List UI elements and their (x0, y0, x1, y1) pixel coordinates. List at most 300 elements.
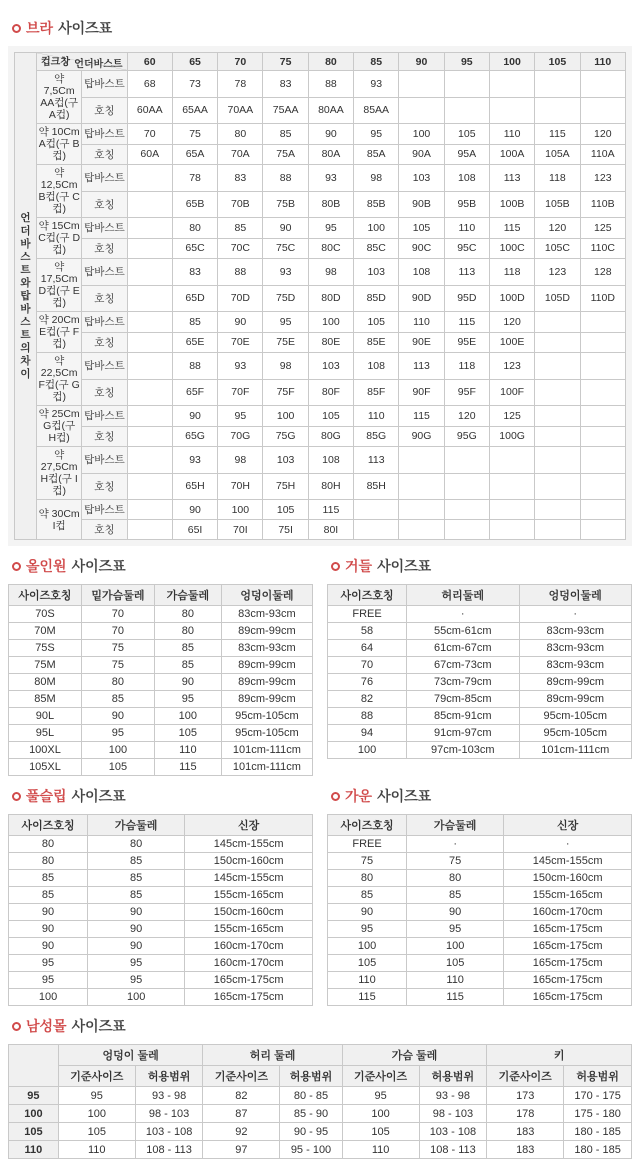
bra-cell-call (489, 520, 534, 540)
table-cell: 80 (407, 870, 504, 887)
table-cell: 83cm-93cm (519, 657, 632, 674)
bra-cell-top (580, 500, 625, 520)
table-cell: 115 (154, 759, 221, 776)
table-row (328, 623, 632, 640)
bra-cell-call: 100C (489, 238, 534, 259)
bra-cell-call: 95F (444, 379, 489, 406)
table-cell: 145cm-155cm (185, 836, 313, 853)
table-cell: 95 (342, 1087, 419, 1105)
bra-cell-call: 105C (535, 238, 580, 259)
table-cell: 90 (88, 938, 185, 955)
table-cell: 95 (88, 972, 185, 989)
bra-cell-call: 70G (218, 426, 263, 447)
bra-cell-top: 120 (444, 406, 489, 427)
table-cell: 75 (81, 640, 154, 657)
table-row (9, 606, 313, 623)
bra-cell-top: 85 (263, 124, 308, 145)
bra-row-label-top: 탑바스트 (82, 165, 127, 192)
bra-row-label-top: 탑바스트 (82, 312, 127, 333)
table-cell: 160cm-170cm (185, 955, 313, 972)
table-cell: 70S (9, 606, 82, 623)
bra-cell-call: 75A (263, 144, 308, 165)
table-row (9, 640, 313, 657)
table-cell: 90 (9, 921, 88, 938)
table-cell: 85 (407, 887, 504, 904)
men-corner-cell (9, 1045, 59, 1087)
bra-cell-top: 78 (218, 71, 263, 98)
table-cell: 80 (81, 674, 154, 691)
bra-cell-call: 65I (172, 520, 217, 540)
bra-cell-top: 95 (263, 312, 308, 333)
table-cell: 100 (328, 742, 407, 759)
table-cell: 94 (328, 725, 407, 742)
table-cell: 90 (9, 904, 88, 921)
bra-cell-top: 98 (218, 447, 263, 474)
bra-cell-call: 90A (399, 144, 444, 165)
bra-cell-call (580, 520, 625, 540)
table-row (9, 1087, 632, 1105)
bra-cell-call (580, 332, 625, 353)
column-header: 엉덩이둘레 (519, 585, 632, 606)
bra-col-header: 85 (354, 53, 399, 71)
table-cell: 75 (407, 853, 504, 870)
bra-row-label-call: 호칭 (82, 144, 127, 165)
bra-cell-top (127, 259, 172, 286)
bra-cell-call: 80A (308, 144, 353, 165)
bra-cell-call: 90E (399, 332, 444, 353)
girdle-size-table (327, 584, 632, 759)
bra-cell-top (580, 312, 625, 333)
bra-cell-top: 105 (263, 500, 308, 520)
bra-corner-cell: 언더바스트 컵크창 (37, 53, 128, 71)
table-row (15, 426, 626, 447)
bra-cell-top: 115 (535, 124, 580, 145)
table-cell: 70M (9, 623, 82, 640)
bra-row-label-top: 탑바스트 (82, 406, 127, 427)
table-row (9, 836, 313, 853)
bra-cell-top: 90 (263, 218, 308, 239)
table-row (328, 870, 632, 887)
bra-cell-top: 68 (127, 71, 172, 98)
bra-cell-top (127, 165, 172, 192)
bra-cell-top: 110 (354, 406, 399, 427)
bra-cell-call (127, 238, 172, 259)
bra-cell-call (444, 520, 489, 540)
bra-cell-top (535, 500, 580, 520)
bra-cell-top: 88 (218, 259, 263, 286)
bra-cell-top (399, 71, 444, 98)
table-cell: 89cm-99cm (519, 691, 632, 708)
table-cell: 178 (487, 1105, 564, 1123)
bra-cell-top: 103 (399, 165, 444, 192)
bra-cell-top (489, 500, 534, 520)
bra-cell-call: 90G (399, 426, 444, 447)
bra-cup-label: 약 27,5Cm H컵(구 I컵) (37, 447, 82, 500)
table-cell: 105 (58, 1123, 135, 1141)
table-row (15, 285, 626, 312)
table-cell: 95 (9, 955, 88, 972)
bra-row-label-top: 탑바스트 (82, 71, 127, 98)
table-cell: 100 (88, 989, 185, 1006)
column-header: 사이즈호칭 (9, 585, 82, 606)
table-cell: 89cm-99cm (221, 691, 312, 708)
bra-col-header: 105 (535, 53, 580, 71)
table-row (328, 640, 632, 657)
bra-cell-call: 110D (580, 285, 625, 312)
table-row (9, 759, 313, 776)
bra-cell-call: 75C (263, 238, 308, 259)
table-cell: 155cm-165cm (504, 887, 632, 904)
table-cell: 93 - 98 (135, 1087, 203, 1105)
table-row (9, 1141, 632, 1159)
bra-cell-call: 90B (399, 191, 444, 218)
bra-row-label-call: 호칭 (82, 332, 127, 353)
bra-cell-top (444, 447, 489, 474)
section-title-girdle (331, 556, 632, 576)
table-cell: 64 (328, 640, 407, 657)
men-sub-header: 기준사이즈 (342, 1066, 419, 1087)
bra-col-header: 90 (399, 53, 444, 71)
table-cell: 165cm-175cm (504, 972, 632, 989)
col-fullslip (8, 776, 313, 1006)
bra-cell-top (127, 406, 172, 427)
bra-cell-call (489, 473, 534, 500)
table-cell: 110 (407, 972, 504, 989)
bra-cell-top: 118 (444, 353, 489, 380)
table-row (9, 691, 313, 708)
table-row (15, 238, 626, 259)
table-cell: 55cm-61cm (407, 623, 519, 640)
table-cell: 115 (407, 989, 504, 1006)
table-row (15, 97, 626, 124)
bra-row-label-top: 탑바스트 (82, 218, 127, 239)
table-cell: 95 (328, 921, 407, 938)
bra-cell-call (444, 473, 489, 500)
column-header: 엉덩이둘레 (221, 585, 312, 606)
table-cell: 95 - 100 (280, 1141, 342, 1159)
bra-cell-call: 95B (444, 191, 489, 218)
bra-cell-call: 65C (172, 238, 217, 259)
table-cell: 92 (203, 1123, 280, 1141)
men-sub-header: 기준사이즈 (203, 1066, 280, 1087)
table-row (9, 853, 313, 870)
bra-cell-top: 105 (308, 406, 353, 427)
bra-cell-top: 88 (172, 353, 217, 380)
bra-cell-call (535, 332, 580, 353)
table-cell: FREE (328, 836, 407, 853)
bullet-icon (12, 24, 21, 33)
table-cell: 88 (328, 708, 407, 725)
bra-cell-call: 85A (354, 144, 399, 165)
table-cell: 90 (154, 674, 221, 691)
bra-cell-top: 113 (489, 165, 534, 192)
table-cell: 180 - 185 (564, 1141, 632, 1159)
bra-cell-call: 70C (218, 238, 263, 259)
table-cell: 110 (58, 1141, 135, 1159)
table-cell: 90 (9, 938, 88, 955)
table-row (9, 904, 313, 921)
section-title-allinone (12, 556, 313, 576)
bra-cell-top: 93 (308, 165, 353, 192)
bra-cup-label: 약 20Cm E컵(구 F컵) (37, 312, 82, 353)
bra-cell-top: 115 (308, 500, 353, 520)
table-row (328, 955, 632, 972)
bra-cell-top: 93 (172, 447, 217, 474)
section-rest: 사이즈표 (377, 788, 432, 804)
table-row (15, 218, 626, 239)
table-cell: 80 (9, 853, 88, 870)
table-row (328, 725, 632, 742)
bra-row-label-top: 탑바스트 (82, 447, 127, 474)
table-cell: 145cm-155cm (185, 870, 313, 887)
men-group-header: 허리 둘레 (203, 1045, 342, 1066)
bra-cell-top (127, 353, 172, 380)
table-row (9, 674, 313, 691)
bra-cell-top (444, 500, 489, 520)
table-cell: 150cm-160cm (185, 853, 313, 870)
table-cell: 85 (328, 887, 407, 904)
bra-cell-call: 80C (308, 238, 353, 259)
table-cell: 85 (9, 870, 88, 887)
table-cell: 90 (328, 904, 407, 921)
bra-cell-call: 95C (444, 238, 489, 259)
bra-cell-top: 105 (444, 124, 489, 145)
bra-cell-call: 65A (172, 144, 217, 165)
fullslip-size-table (8, 814, 313, 1006)
table-cell: 85 (88, 853, 185, 870)
bra-cell-top: 123 (535, 259, 580, 286)
bra-cell-call (399, 520, 444, 540)
bra-cell-top: 93 (354, 71, 399, 98)
column-header: 가슴둘레 (407, 815, 504, 836)
bra-cup-label: 약 7,5Cm AA컵(구 A컵) (37, 71, 82, 124)
bra-cup-label: 약 10Cm A컵(구 B컵) (37, 124, 82, 165)
bra-row-label-call: 호칭 (82, 191, 127, 218)
column-header: 가슴둘레 (88, 815, 185, 836)
table-cell: 103 - 108 (135, 1123, 203, 1141)
bra-cell-top (580, 353, 625, 380)
table-cell: 90 (407, 904, 504, 921)
men-row-size: 110 (9, 1141, 59, 1159)
table-cell: 150cm-160cm (504, 870, 632, 887)
bra-cell-top: 80 (218, 124, 263, 145)
bra-size-table (14, 52, 626, 540)
column-header: 신장 (504, 815, 632, 836)
table-row (9, 870, 313, 887)
bra-cell-top: 118 (489, 259, 534, 286)
bra-cell-call (580, 426, 625, 447)
table-row (15, 406, 626, 427)
table-cell: 95 (81, 725, 154, 742)
bra-cell-top: 110 (444, 218, 489, 239)
bullet-icon (331, 792, 340, 801)
table-cell: 173 (487, 1087, 564, 1105)
bra-cell-call (127, 285, 172, 312)
bra-cell-top: 105 (354, 312, 399, 333)
table-cell: 160cm-170cm (504, 904, 632, 921)
bra-cell-top: 100 (308, 312, 353, 333)
table-cell: 70 (81, 623, 154, 640)
section-keyword: 남성몰 (26, 1018, 67, 1034)
bra-cell-call (127, 191, 172, 218)
bullet-icon (12, 562, 21, 571)
bra-cell-top: 110 (399, 312, 444, 333)
bra-cell-call: 110A (580, 144, 625, 165)
table-row (9, 708, 313, 725)
table-cell: 105 (328, 955, 407, 972)
men-size-table (8, 1044, 632, 1159)
bullet-icon (12, 1022, 21, 1031)
table-cell: 80 (9, 836, 88, 853)
bra-cell-call (399, 473, 444, 500)
table-cell: 105 (407, 955, 504, 972)
bra-cell-top: 105 (399, 218, 444, 239)
table-cell: 89cm-99cm (519, 674, 632, 691)
table-cell: 85cm-91cm (407, 708, 519, 725)
table-cell: 83cm-93cm (519, 640, 632, 657)
bra-row-label-call: 호칭 (82, 238, 127, 259)
bra-cell-call: 95E (444, 332, 489, 353)
men-group-header-row (9, 1045, 632, 1066)
section-rest: 사이즈표 (71, 558, 126, 574)
table-cell: 80 (328, 870, 407, 887)
bra-cell-call: 85C (354, 238, 399, 259)
bra-cell-call: 70D (218, 285, 263, 312)
section-rest: 사이즈표 (377, 558, 432, 574)
section-keyword: 가운 (345, 788, 373, 804)
table-cell: 79cm-85cm (407, 691, 519, 708)
bra-cell-top: 75 (172, 124, 217, 145)
bra-cell-call: 70I (218, 520, 263, 540)
table-cell: 95cm-105cm (519, 725, 632, 742)
bra-cell-call (535, 379, 580, 406)
bra-cell-call: 75D (263, 285, 308, 312)
table-cell: 90 - 95 (280, 1123, 342, 1141)
bra-cell-top: 85 (218, 218, 263, 239)
table-cell: 95 (58, 1087, 135, 1105)
table-row (9, 623, 313, 640)
table-cell: 61cm-67cm (407, 640, 519, 657)
bra-cell-top: 90 (308, 124, 353, 145)
table-cell: 73cm-79cm (407, 674, 519, 691)
column-header: 가슴둘레 (154, 585, 221, 606)
table-cell: 145cm-155cm (504, 853, 632, 870)
bra-cell-top (127, 218, 172, 239)
table-cell: 100 (154, 708, 221, 725)
bra-cell-call: 75E (263, 332, 308, 353)
bra-col-header: 95 (444, 53, 489, 71)
table-header-row (9, 815, 313, 836)
bra-cell-call: 65F (172, 379, 217, 406)
table-cell: 90 (81, 708, 154, 725)
bra-cell-top: 88 (308, 71, 353, 98)
table-row (328, 904, 632, 921)
men-group-header: 엉덩이 둘레 (58, 1045, 203, 1066)
table-cell: 75S (9, 640, 82, 657)
table-cell: 80M (9, 674, 82, 691)
men-sub-header: 허용범위 (135, 1066, 203, 1087)
bra-cell-top: 90 (172, 500, 217, 520)
bra-cell-top: 125 (580, 218, 625, 239)
table-cell: · (407, 836, 504, 853)
table-cell: 85M (9, 691, 82, 708)
table-row (9, 938, 313, 955)
bra-cell-top: 95 (218, 406, 263, 427)
bra-cell-call (127, 379, 172, 406)
bra-cell-call: 65G (172, 426, 217, 447)
table-cell: 105 (342, 1123, 419, 1141)
table-cell: 165cm-175cm (504, 921, 632, 938)
men-sub-header: 허용범위 (564, 1066, 632, 1087)
bra-cell-top: 123 (489, 353, 534, 380)
table-cell: 85 (81, 691, 154, 708)
table-cell: 100XL (9, 742, 82, 759)
bra-cell-top: 113 (444, 259, 489, 286)
bra-cell-top: 103 (354, 259, 399, 286)
table-cell: 70 (328, 657, 407, 674)
bra-cell-call: 70A (218, 144, 263, 165)
table-cell: 100 (58, 1105, 135, 1123)
table-cell: 70 (81, 606, 154, 623)
section-title-bra (12, 18, 632, 38)
bra-cell-top (580, 447, 625, 474)
bra-cell-top (127, 447, 172, 474)
table-row (328, 708, 632, 725)
bra-cell-top (489, 71, 534, 98)
table-cell: 98 - 103 (135, 1105, 203, 1123)
col-allinone (8, 546, 313, 776)
bra-cell-top: 113 (399, 353, 444, 380)
table-cell: 108 - 113 (419, 1141, 487, 1159)
bra-cell-call (354, 520, 399, 540)
table-row (15, 520, 626, 540)
table-header-row (328, 815, 632, 836)
bra-cell-top: 108 (444, 165, 489, 192)
table-cell: 90L (9, 708, 82, 725)
bra-cell-call: 65D (172, 285, 217, 312)
table-row (9, 955, 313, 972)
bra-cell-call: 105A (535, 144, 580, 165)
column-header: 허리둘레 (407, 585, 519, 606)
bra-cell-top (535, 353, 580, 380)
row-allinone-girdle (8, 546, 632, 776)
bra-cell-call: 85F (354, 379, 399, 406)
table-cell: 82 (203, 1087, 280, 1105)
table-cell: 82 (328, 691, 407, 708)
table-row (9, 1105, 632, 1123)
men-sub-header: 기준사이즈 (487, 1066, 564, 1087)
table-cell: 155cm-165cm (185, 887, 313, 904)
bra-cell-call (127, 426, 172, 447)
table-cell: 67cm-73cm (407, 657, 519, 674)
bra-cell-call: 80I (308, 520, 353, 540)
bra-cell-call: 65AA (172, 97, 217, 124)
bra-cell-call: 90D (399, 285, 444, 312)
table-cell: 100 (328, 938, 407, 955)
bra-cell-call: 80E (308, 332, 353, 353)
table-cell: 83cm-93cm (221, 606, 312, 623)
bra-cell-call: 95A (444, 144, 489, 165)
table-cell: 85 (88, 887, 185, 904)
table-cell: 110 (342, 1141, 419, 1159)
table-row (9, 1123, 632, 1141)
bra-cell-top: 103 (263, 447, 308, 474)
col-gown (327, 776, 632, 1006)
bra-cell-call (127, 332, 172, 353)
section-keyword: 풀슬립 (26, 788, 67, 804)
bra-cell-call (127, 473, 172, 500)
bra-cell-top: 120 (535, 218, 580, 239)
